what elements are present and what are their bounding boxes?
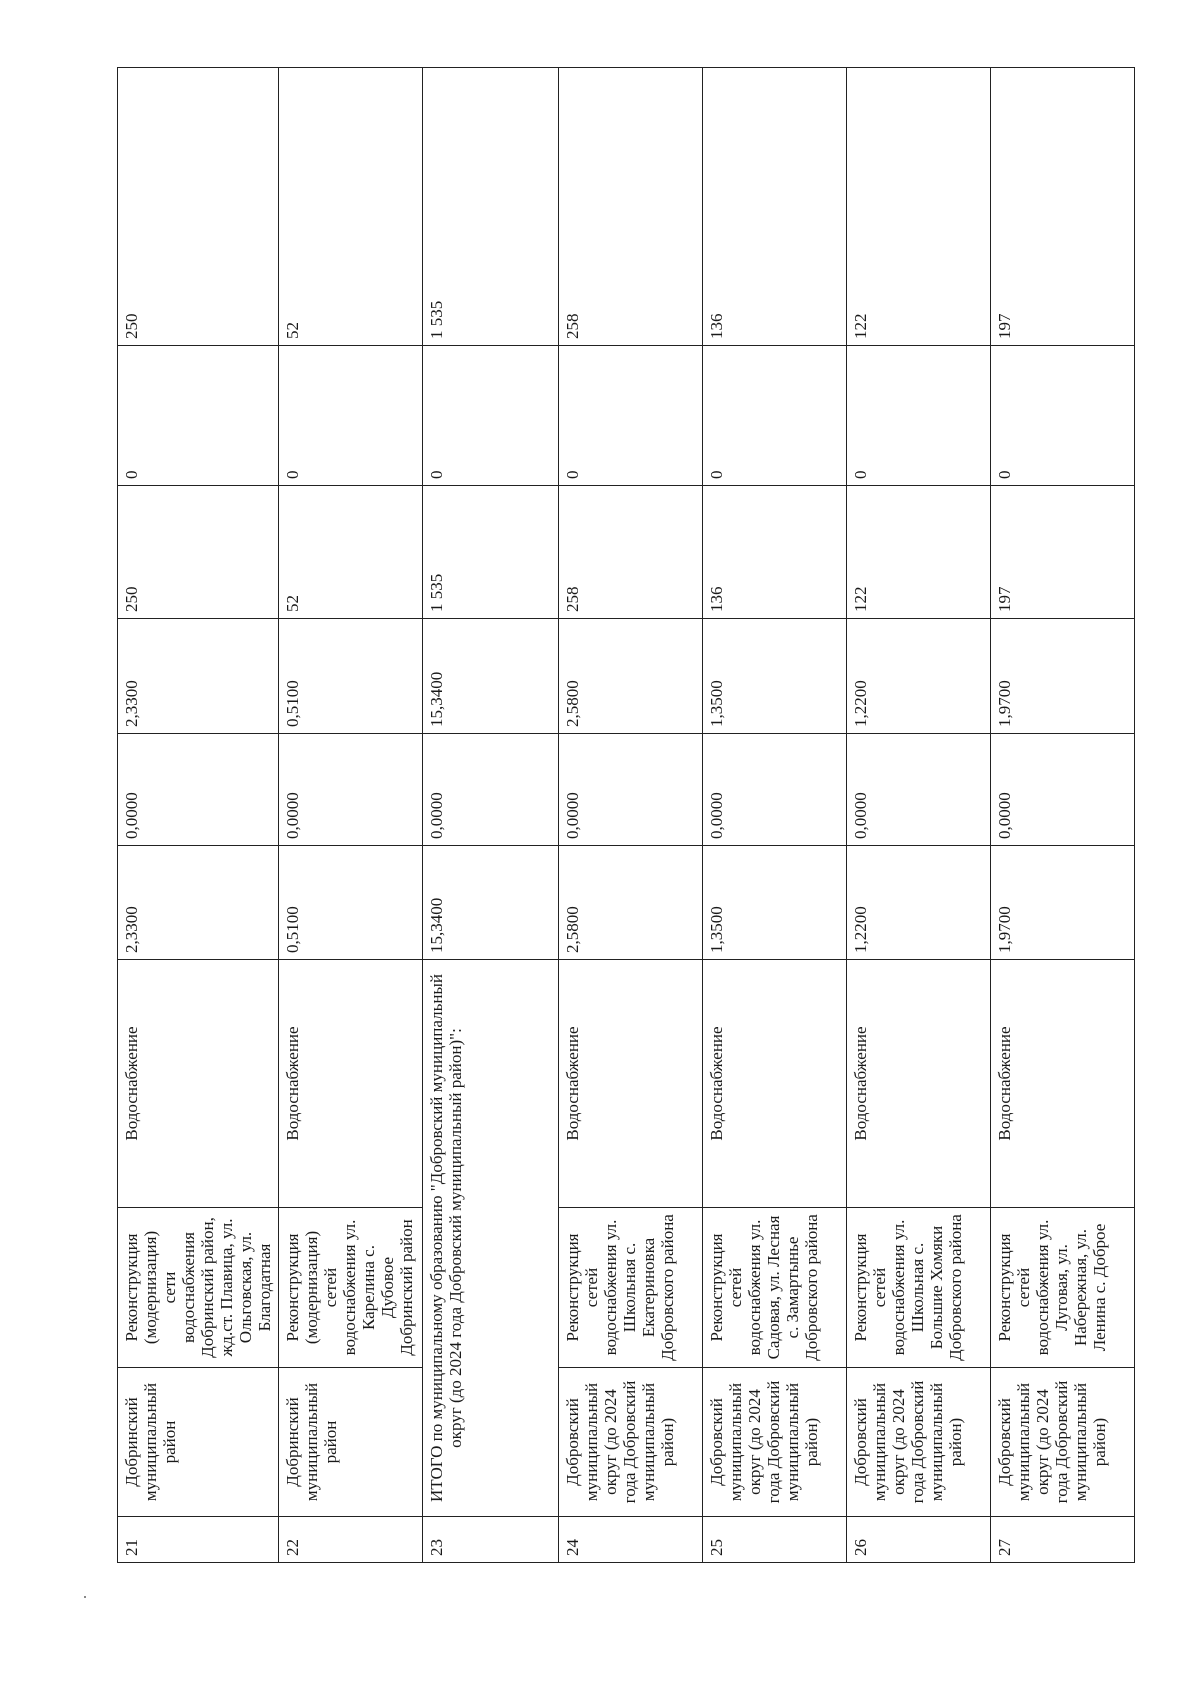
value-cell: 2,3300	[118, 846, 279, 960]
type-cell: Водоснабжение	[991, 960, 1135, 1208]
value-cell: 136	[703, 68, 847, 346]
table-row	[279, 68, 423, 1563]
value-cell: 197	[991, 486, 1135, 619]
value-cell: 0,5100	[279, 619, 423, 734]
value-cell: 1,9700	[991, 846, 1135, 960]
value-cell: 1 535	[423, 68, 559, 346]
value-cell: 0,0000	[423, 734, 559, 846]
value-cell: 0	[991, 346, 1135, 486]
district-cell: Добровский муниципальный округ (до 2024 года Добровский муниципальный район)	[703, 1368, 847, 1517]
value-cell: 122	[847, 68, 991, 346]
value-cell: 0,0000	[703, 734, 847, 846]
value-cell: 0	[559, 346, 703, 486]
value-cell: 0	[423, 346, 559, 486]
type-cell: Водоснабжение	[703, 960, 847, 1208]
value-cell: 1,3500	[703, 846, 847, 960]
object-cell: Реконструкция (модернизация) сетей водоснабжения ул. Карелина с. Дубовое Добринский район	[279, 1208, 423, 1368]
value-cell: 0,0000	[847, 734, 991, 846]
district-cell: Добровский муниципальный округ (до 2024 года Добровский муниципальный район)	[991, 1368, 1135, 1517]
object-cell: Реконструкция сетей водоснабжения ул. Школьная с. Большие Хомяки Добровского района	[847, 1208, 991, 1368]
value-cell: 52	[279, 68, 423, 346]
value-cell: 258	[559, 486, 703, 619]
type-cell: Водоснабжение	[847, 960, 991, 1208]
value-cell: 122	[847, 486, 991, 619]
row-number: 22	[279, 1517, 423, 1563]
object-cell: Реконструкция сетей водоснабжения ул. Школьная с. Екатериновка Добровского района	[559, 1208, 703, 1368]
value-cell: 1,9700	[991, 619, 1135, 734]
type-cell: Водоснабжение	[118, 960, 279, 1208]
value-cell: 0	[703, 346, 847, 486]
district-cell: Добровский муниципальный округ (до 2024 года Добровский муниципальный район)	[559, 1368, 703, 1517]
value-cell: 2,3300	[118, 619, 279, 734]
value-cell: 0	[279, 346, 423, 486]
value-cell: 1,2200	[847, 846, 991, 960]
table-row	[991, 68, 1135, 1563]
table-row	[559, 68, 703, 1563]
value-cell: 136	[703, 486, 847, 619]
value-cell: 0,0000	[118, 734, 279, 846]
row-number: 23	[423, 1517, 559, 1563]
table-row	[118, 68, 279, 1563]
row-number: 25	[703, 1517, 847, 1563]
value-cell: 0	[847, 346, 991, 486]
object-cell: Реконструкция сетей водоснабжения ул. Садовая, ул. Лесная с. Замартынье Добровского района	[703, 1208, 847, 1368]
value-cell: 1,2200	[847, 619, 991, 734]
value-cell: 0	[118, 346, 279, 486]
value-cell: 0,0000	[991, 734, 1135, 846]
value-cell: 250	[118, 486, 279, 619]
row-number: 26	[847, 1517, 991, 1563]
total-label: ИТОГО по муниципальному образованию "Добровский муниципальный округ (до 2024 года Добровский муниципальный район)":	[423, 960, 559, 1517]
object-cell: Реконструкция (модернизация) сети водоснабжения Добринский район, жд.ст. Плавица, ул. Ольговская, ул. Благодатная	[118, 1208, 279, 1368]
value-cell: 258	[559, 68, 703, 346]
type-cell: Водоснабжение	[559, 960, 703, 1208]
value-cell: 1,3500	[703, 619, 847, 734]
value-cell: 15,3400	[423, 846, 559, 960]
district-cell: Добринский муниципальный район	[118, 1368, 279, 1517]
value-cell: 2,5800	[559, 846, 703, 960]
district-cell: Добринский муниципальный район	[279, 1368, 423, 1517]
value-cell: 197	[991, 68, 1135, 346]
row-number: 27	[991, 1517, 1135, 1563]
scan-artifact	[84, 1596, 86, 1598]
value-cell: 15,3400	[423, 619, 559, 734]
value-cell: 52	[279, 486, 423, 619]
type-cell: Водоснабжение	[279, 960, 423, 1208]
table-row	[703, 68, 847, 1563]
value-cell: 250	[118, 68, 279, 346]
value-cell: 0,0000	[279, 734, 423, 846]
total-row	[423, 68, 559, 1563]
value-cell: 0,5100	[279, 846, 423, 960]
rotated-table-container	[117, 68, 1127, 1563]
district-cell: Добровский муниципальный округ (до 2024 года Добровский муниципальный район)	[847, 1368, 991, 1517]
object-cell: Реконструкция сетей водоснабжения ул. Луговая, ул. Набережная, ул. Ленина с. Доброе	[991, 1208, 1135, 1368]
value-cell: 1 535	[423, 486, 559, 619]
value-cell: 0,0000	[559, 734, 703, 846]
row-number: 21	[118, 1517, 279, 1563]
table-row	[847, 68, 991, 1563]
data-table	[117, 67, 1135, 1563]
value-cell: 2,5800	[559, 619, 703, 734]
row-number: 24	[559, 1517, 703, 1563]
